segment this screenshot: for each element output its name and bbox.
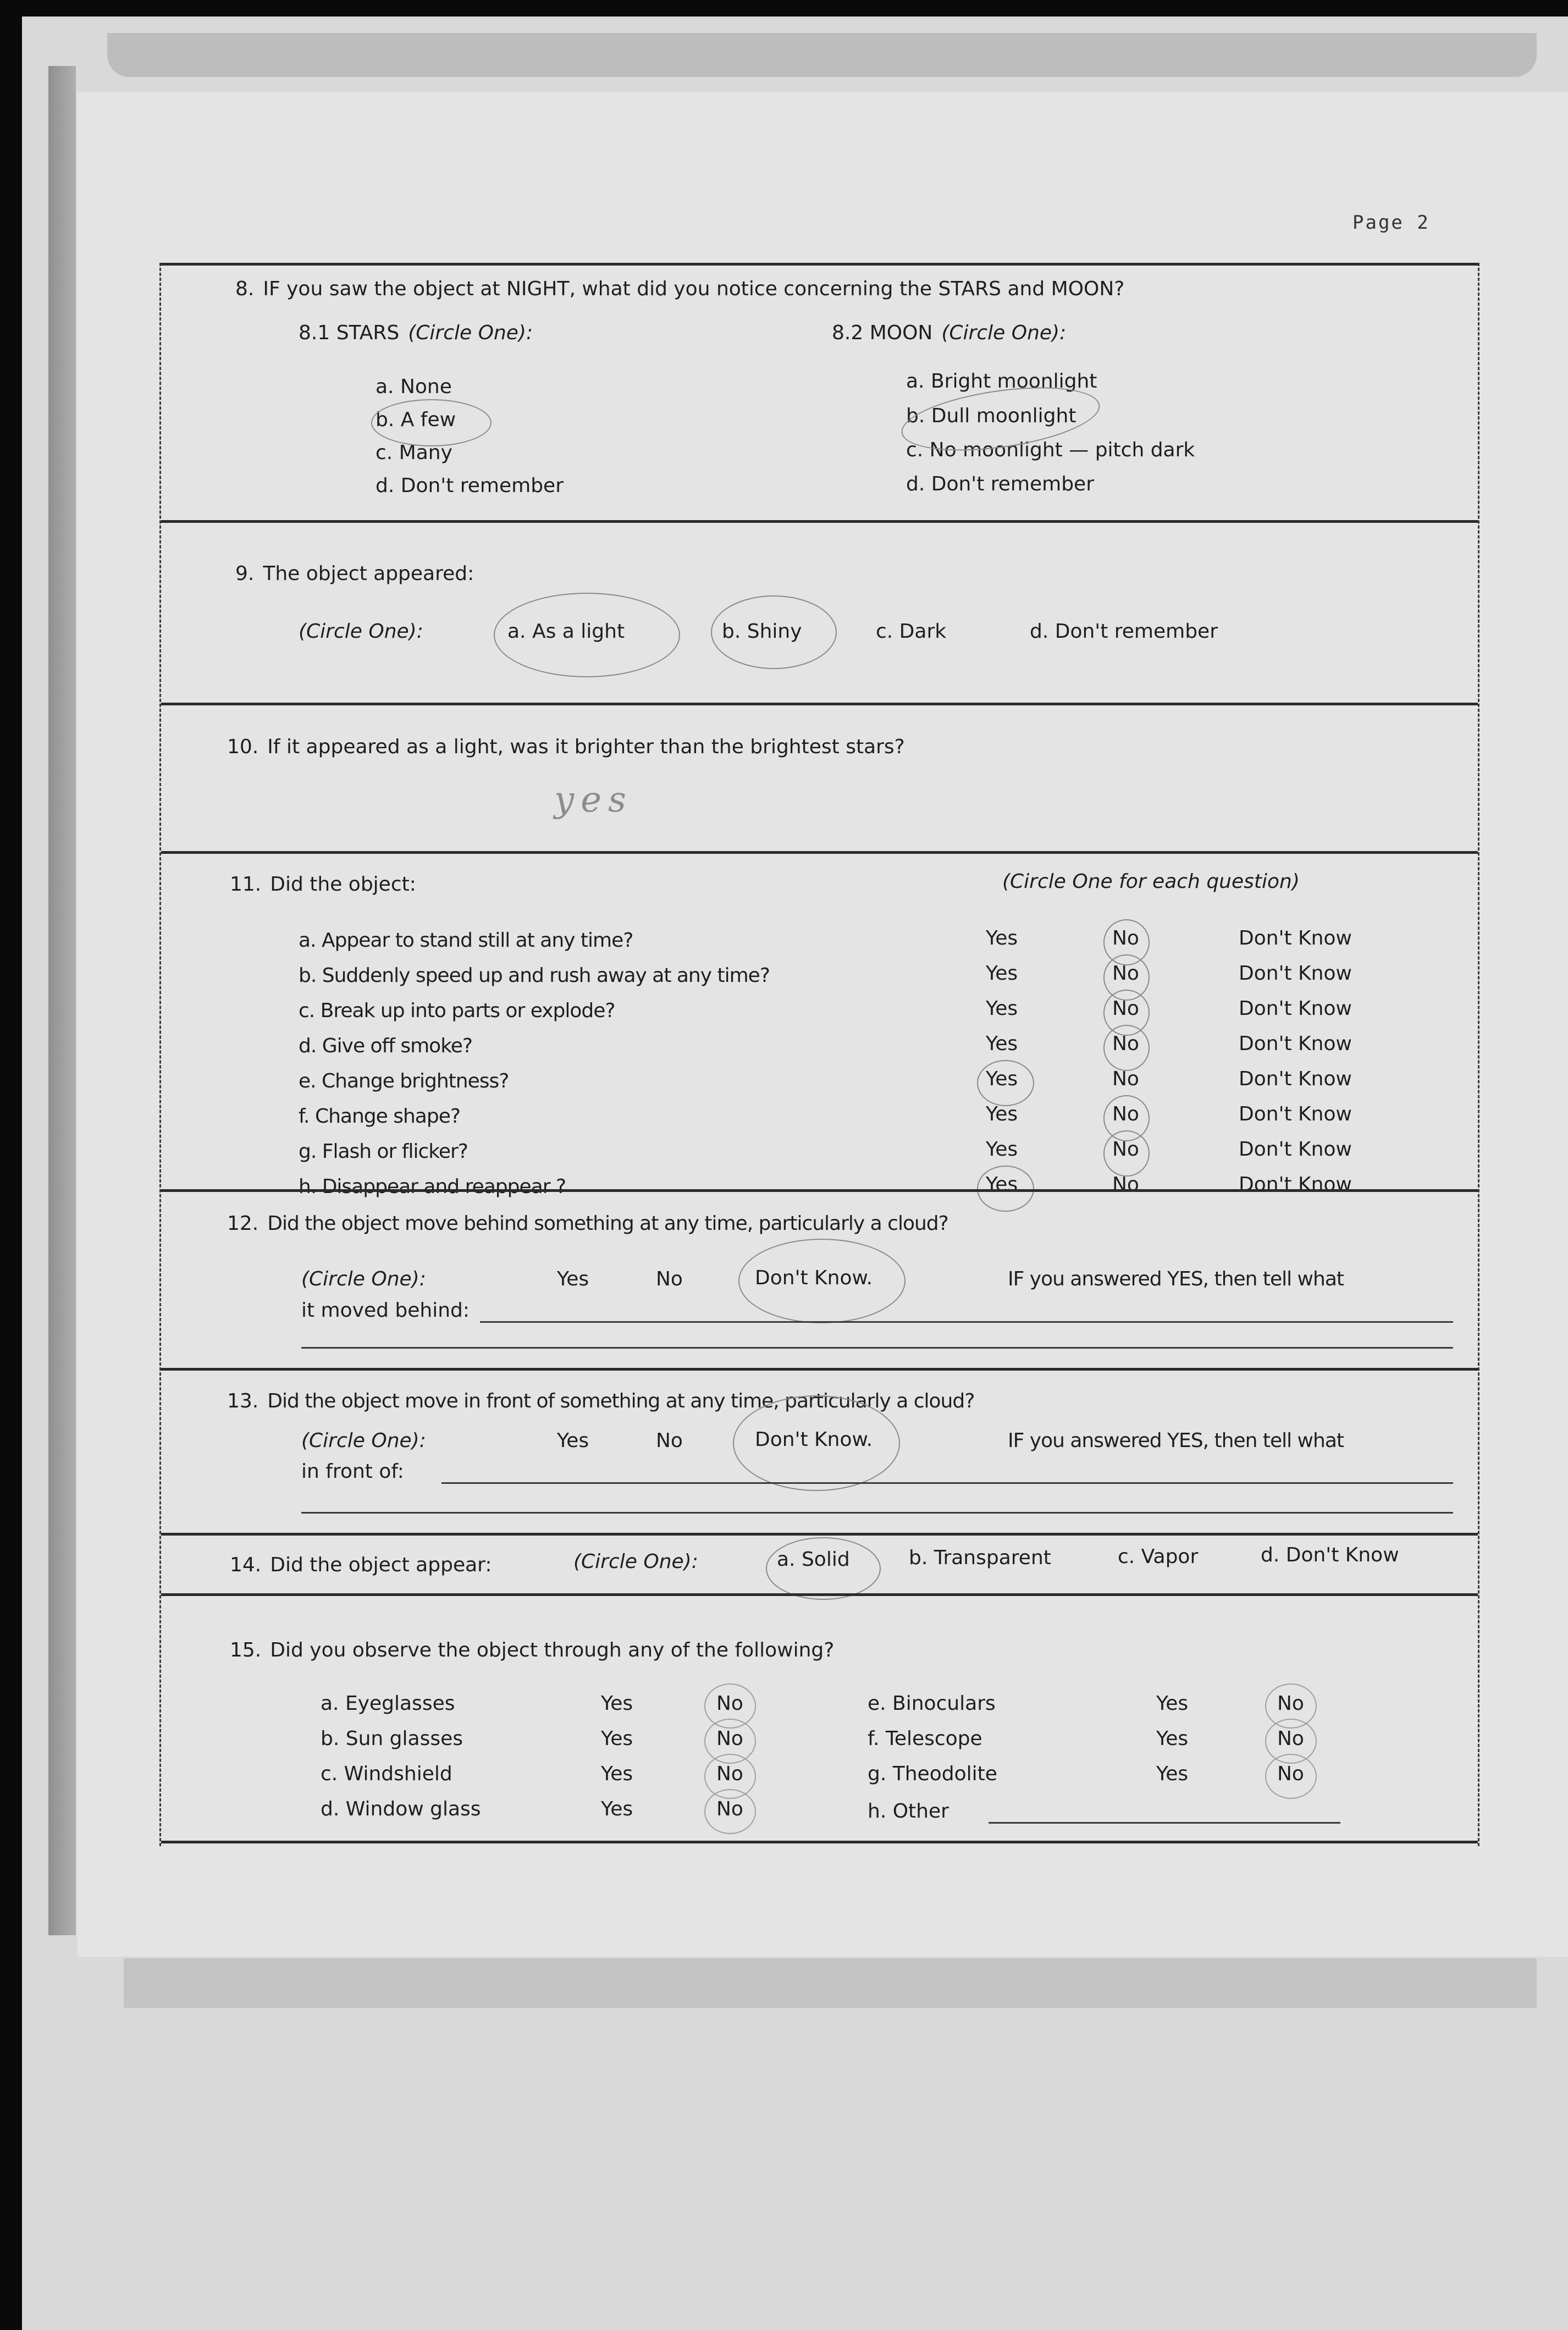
circle-one-instruction: (Circle One): xyxy=(301,1429,426,1452)
answer-choice[interactable]: Don't Know xyxy=(1239,997,1352,1020)
answer-choice[interactable]: No xyxy=(1112,1173,1139,1196)
question-heading xyxy=(230,873,416,896)
circle-one-instruction: (Circle One): xyxy=(573,1550,698,1573)
q15-item-label: e. Binoculars xyxy=(868,1692,996,1715)
answer-choice[interactable]: Don't Know xyxy=(1239,927,1352,949)
followup-instruction: IF you answered YES, then tell what xyxy=(1008,1429,1344,1452)
answer-choice[interactable]: No xyxy=(716,1798,743,1820)
moon-heading-row xyxy=(832,322,1066,344)
option-yes[interactable]: Yes xyxy=(557,1429,589,1452)
appearance-option[interactable]: a. Solid xyxy=(777,1548,850,1571)
blank-answer-line[interactable] xyxy=(301,1512,1453,1514)
answer-choice[interactable]: No xyxy=(716,1692,743,1715)
section-divider xyxy=(161,703,1478,705)
option-no[interactable]: No xyxy=(656,1429,683,1452)
stars-instruction: (Circle One): xyxy=(408,322,533,344)
q15-item-label: c. Windshield xyxy=(321,1763,452,1785)
q11-item-label: g. Flash or flicker? xyxy=(299,1140,468,1163)
section-divider xyxy=(161,1841,1478,1843)
moon-instruction: (Circle One): xyxy=(941,322,1067,344)
appearance-option[interactable]: b. Shiny xyxy=(722,620,802,643)
question-number: 9. xyxy=(235,562,255,585)
moon-option[interactable]: c. No moonlight — pitch dark xyxy=(906,439,1195,461)
answer-choice[interactable]: Yes xyxy=(1156,1727,1189,1750)
answer-choice[interactable]: Yes xyxy=(986,1068,1018,1090)
circle-one-instruction: (Circle One): xyxy=(301,1268,426,1290)
answer-choice[interactable]: Don't Know xyxy=(1239,1138,1352,1161)
answer-choice[interactable]: No xyxy=(1112,1103,1139,1125)
option-yes[interactable]: Yes xyxy=(557,1268,589,1290)
question-text: The object appeared: xyxy=(263,562,474,585)
answer-choice[interactable]: Yes xyxy=(986,1103,1018,1125)
question-text: If it appeared as a light, was it brighter than the brightest stars? xyxy=(267,736,905,758)
circle-one-instruction: (Circle One): xyxy=(299,620,423,643)
answer-choice[interactable]: Don't Know xyxy=(1239,1103,1352,1125)
appearance-option[interactable]: d. Don't remember xyxy=(1030,620,1218,643)
blank-answer-line[interactable] xyxy=(441,1482,1453,1484)
question-heading xyxy=(227,1390,974,1412)
section-divider xyxy=(161,851,1478,854)
blank-answer-line[interactable] xyxy=(989,1822,1340,1824)
q11-item-label: c. Break up into parts or explode? xyxy=(299,1000,615,1022)
appearance-option[interactable]: c. Vapor xyxy=(1118,1545,1199,1568)
stars-heading: 8.1 STARS xyxy=(299,322,400,344)
stars-option[interactable]: b. A few xyxy=(376,408,456,431)
answer-choice[interactable]: No xyxy=(1277,1692,1304,1715)
q15-item-label: b. Sun glasses xyxy=(321,1727,463,1750)
circle-one-instruction: (Circle One for each question) xyxy=(1002,870,1300,893)
question-text: Did you observe the object through any of the following? xyxy=(270,1639,835,1661)
questionnaire-form xyxy=(159,263,1479,1846)
scan-shadow-top xyxy=(107,33,1537,77)
answer-choice[interactable]: Yes xyxy=(601,1798,633,1820)
answer-choice[interactable]: No xyxy=(1112,1068,1139,1090)
q11-item-label: b. Suddenly speed up and rush away at any time? xyxy=(299,964,770,987)
answer-choice[interactable]: Yes xyxy=(986,1033,1018,1055)
question-text: Did the object appear: xyxy=(270,1554,492,1576)
answer-choice[interactable]: Yes xyxy=(986,1138,1018,1161)
section-divider xyxy=(161,1189,1478,1192)
appearance-option[interactable]: a. As a light xyxy=(507,620,625,643)
section-divider xyxy=(161,1593,1478,1596)
moon-option[interactable]: a. Bright moonlight xyxy=(906,370,1097,393)
stars-option[interactable]: c. Many xyxy=(376,441,452,464)
stars-option[interactable]: a. None xyxy=(376,376,452,398)
answer-choice[interactable]: Yes xyxy=(986,927,1018,949)
question-number: 11. xyxy=(230,873,262,896)
stars-option[interactable]: d. Don't remember xyxy=(376,474,564,497)
answer-choice[interactable]: No xyxy=(1112,927,1139,949)
scan-shadow-bottom xyxy=(124,1958,1537,2008)
question-number: 14. xyxy=(230,1554,262,1576)
answer-choice[interactable]: No xyxy=(1112,997,1139,1020)
q11-item-label: d. Give off smoke? xyxy=(299,1035,473,1057)
question-number: 12. xyxy=(227,1212,259,1235)
question-number: 8. xyxy=(235,278,255,300)
answer-choice[interactable]: Yes xyxy=(601,1692,633,1715)
blank-answer-line[interactable] xyxy=(480,1321,1453,1323)
option-dont-know[interactable]: Don't Know. xyxy=(755,1267,873,1289)
answer-choice[interactable]: Yes xyxy=(1156,1692,1189,1715)
section-divider xyxy=(161,520,1478,523)
answer-choice[interactable]: Don't Know xyxy=(1239,1068,1352,1090)
question-heading xyxy=(227,736,905,758)
question-heading xyxy=(235,278,1124,300)
answer-choice[interactable]: Yes xyxy=(1156,1763,1189,1785)
answer-choice[interactable]: No xyxy=(716,1727,743,1750)
question-number: 10. xyxy=(227,736,259,758)
answer-choice[interactable]: Yes xyxy=(601,1763,633,1785)
followup-label: in front of: xyxy=(301,1460,404,1483)
question-heading xyxy=(235,562,474,585)
q15-item-label: d. Window glass xyxy=(321,1798,481,1820)
question-text: Did the object: xyxy=(270,873,416,896)
q11-item-label: h. Disappear and reappear ? xyxy=(299,1175,566,1198)
answer-choice[interactable]: Yes xyxy=(986,962,1018,985)
moon-option[interactable]: b. Dull moonlight xyxy=(906,405,1076,427)
q15-item-label: f. Telescope xyxy=(868,1727,982,1750)
page-number: Page 2 xyxy=(1352,212,1430,234)
q11-item-label: a. Appear to stand still at any time? xyxy=(299,929,633,952)
answer-choice[interactable]: No xyxy=(716,1763,743,1785)
section-divider xyxy=(161,263,1478,266)
option-dont-know[interactable]: Don't Know. xyxy=(755,1428,873,1451)
section-divider xyxy=(161,1368,1478,1371)
answer-choice[interactable]: No xyxy=(1112,1138,1139,1161)
answer-choice[interactable]: Yes xyxy=(986,1173,1018,1196)
answer-choice[interactable]: Yes xyxy=(601,1727,633,1750)
question-text: Did the object move behind something at any time, particularly a cloud? xyxy=(267,1212,948,1235)
section-divider xyxy=(161,1533,1478,1536)
blank-answer-line[interactable] xyxy=(301,1347,1453,1349)
handwritten-answer: yes xyxy=(554,780,633,820)
moon-option[interactable]: d. Don't remember xyxy=(906,473,1094,495)
q11-item-label: f. Change shape? xyxy=(299,1105,460,1128)
appearance-option[interactable]: d. Don't Know xyxy=(1261,1544,1399,1566)
question-heading xyxy=(230,1554,492,1576)
stars-heading-row xyxy=(299,322,533,344)
q11-item-label: e. Change brightness? xyxy=(299,1070,509,1092)
followup-label: it moved behind: xyxy=(301,1299,470,1322)
question-text: Did the object move in front of something at any time, particularly a cloud? xyxy=(267,1390,975,1412)
answer-choice[interactable]: Yes xyxy=(986,997,1018,1020)
question-number: 15. xyxy=(230,1639,262,1661)
answer-choice[interactable]: No xyxy=(1112,962,1139,985)
other-label: h. Other xyxy=(868,1800,949,1823)
question-heading xyxy=(230,1639,834,1661)
question-number: 13. xyxy=(227,1390,259,1412)
answer-choice[interactable]: No xyxy=(1112,1033,1139,1055)
q15-item-label: a. Eyeglasses xyxy=(321,1692,455,1715)
answer-choice[interactable]: No xyxy=(1277,1727,1304,1750)
answer-choice[interactable]: Don't Know xyxy=(1239,962,1352,985)
q15-item-label: g. Theodolite xyxy=(868,1763,997,1785)
scan-shadow-strip xyxy=(48,66,76,1935)
question-text: IF you saw the object at NIGHT, what did you notice concerning the STARS and MOON? xyxy=(263,278,1125,300)
question-heading xyxy=(227,1212,948,1235)
followup-instruction: IF you answered YES, then tell what xyxy=(1008,1268,1344,1290)
answer-choice[interactable]: Don't Know xyxy=(1239,1033,1352,1055)
answer-choice[interactable]: Don't Know xyxy=(1239,1173,1352,1196)
answer-choice[interactable]: No xyxy=(1277,1763,1304,1785)
appearance-option[interactable]: c. Dark xyxy=(876,620,947,643)
moon-heading: 8.2 MOON xyxy=(832,322,933,344)
appearance-option[interactable]: b. Transparent xyxy=(909,1547,1051,1569)
option-no[interactable]: No xyxy=(656,1268,683,1290)
